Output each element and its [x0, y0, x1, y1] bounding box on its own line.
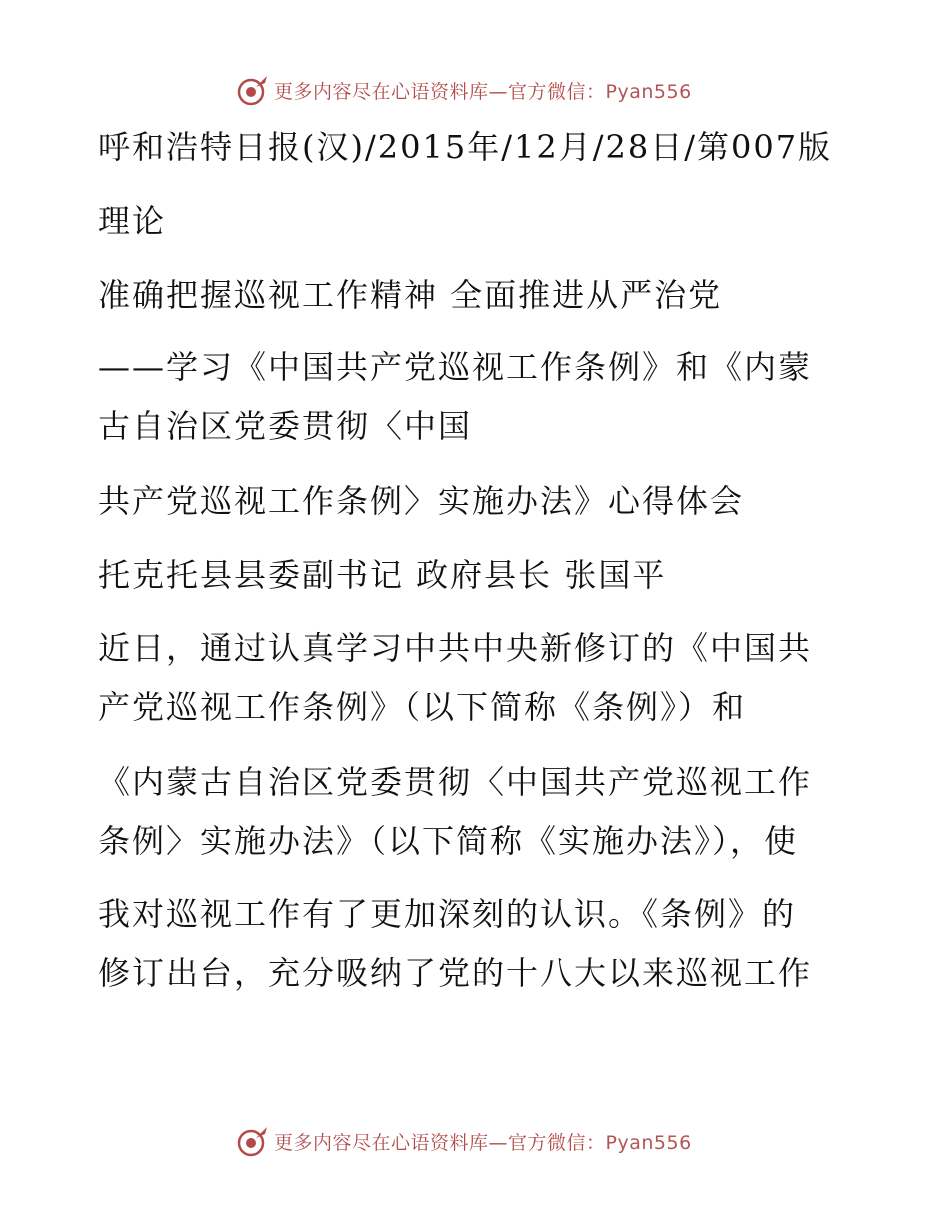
watermark-text: 更多内容尽在心语资料库—官方微信：Pyan556 [274, 80, 692, 103]
document-line: 近日，通过认真学习中共中央新修订的《中国共 [98, 629, 813, 667]
document-line: 理论 [98, 202, 167, 240]
document-line: 《内蒙古自治区党委贯彻〈中国共产党巡视工作 [98, 763, 813, 801]
quill-logo-icon [236, 1124, 270, 1158]
document-line: 条例〉实施办法》（以下简称《实施办法》），使 [98, 822, 799, 860]
watermark-wechat-id: Pyan556 [605, 1131, 692, 1154]
watermark-text: 更多内容尽在心语资料库—官方微信：Pyan556 [274, 1131, 692, 1154]
document-line: 我对巡视工作有了更加深刻的认识。《条例》的 [98, 895, 797, 933]
document-line: 托克托县县委副书记 政府县长 张国平 [98, 556, 667, 594]
document-line: 呼和浩特日报(汉)/2015年/12月/28日/第007版 [98, 128, 833, 166]
watermark-footer [236, 1123, 692, 1159]
document-line: 修订出台，充分吸纳了党的十八大以来巡视工作 [98, 954, 813, 992]
quill-logo-icon [236, 73, 270, 107]
watermark-header [236, 72, 692, 108]
document-line: 产党巡视工作条例》（以下简称《条例》）和 [98, 688, 747, 726]
document-line: 共产党巡视工作条例〉实施办法》心得体会 [98, 482, 745, 520]
watermark-wechat-id: Pyan556 [605, 80, 692, 103]
document-line: ——学习《中国共产党巡视工作条例》和《内蒙 [98, 348, 813, 386]
document-line: 准确把握巡视工作精神 全面推进从严治党 [98, 276, 723, 314]
document-line: 古自治区党委贯彻〈中国 [98, 407, 473, 445]
